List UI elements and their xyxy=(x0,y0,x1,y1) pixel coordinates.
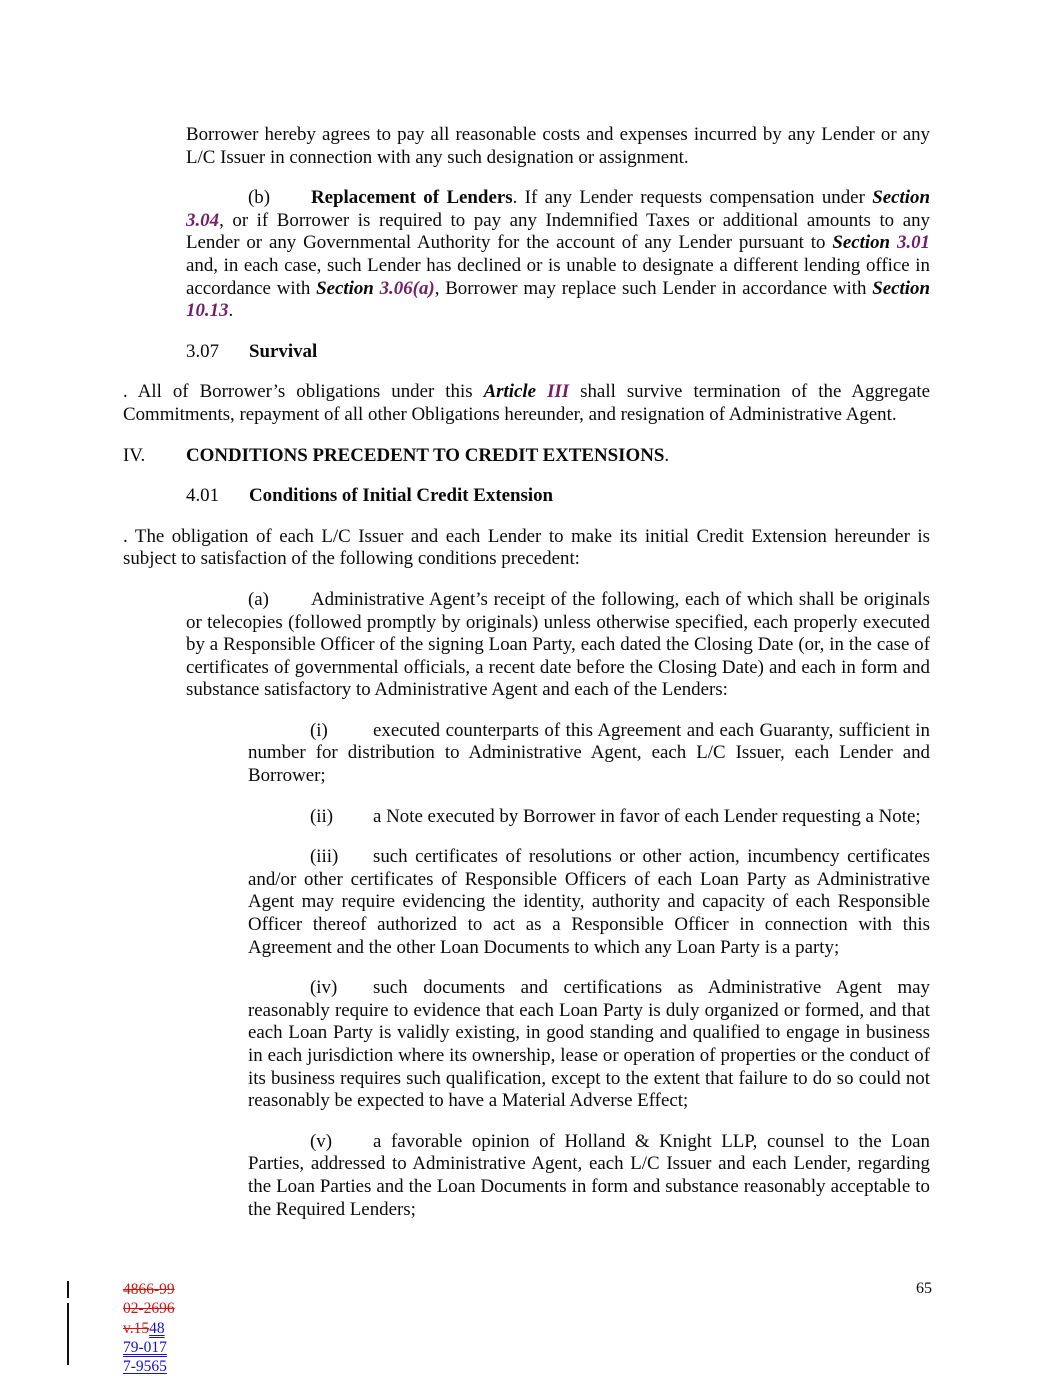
heading-period: . xyxy=(664,444,670,466)
deleted-version: v.15 xyxy=(123,1319,150,1337)
stamp-line xyxy=(123,1280,175,1299)
list-label-a: (a) xyxy=(248,588,269,610)
deleted-doc-id-2: 02-2696 xyxy=(123,1300,175,1318)
body-text: Administrative Agent’s receipt of the following, each of which shall be originals or telecopies (followed promptly by originals) unless otherwise specified, each properly executed by a Responsible Officer of the signing Loan Party, each dated the Closing Date (or, in the case of certificates of governmental officials, a recent date before the Closing Date) and each in form and substance satisfactory to Administrative Agent and each of the Lenders: xyxy=(186,588,930,701)
section-ref-word: Section xyxy=(872,187,930,209)
list-label-i: (i) xyxy=(310,719,328,741)
section-ref-word: Section xyxy=(872,277,930,299)
body-text: such certificates of resolutions or other action, incumbency certificates and/or other certificates of Responsible Officers of each Loan Party as Administrative Agent may require evidencing the identity, authority and capacity of each Responsible Officer thereof authorized to act as a Responsible Officer in connection with this Agreement and the other Loan Documents to which any Loan Party is a party; xyxy=(248,846,930,958)
article-number-iv: IV. xyxy=(123,444,146,466)
list-item-iv xyxy=(248,977,930,1113)
inserted-doc-id-3: 7-9565 xyxy=(123,1358,167,1376)
heading-3-07-survival xyxy=(186,341,930,364)
stamp-line xyxy=(123,1338,175,1357)
heading-replacement-of-lenders: Replacement of Lenders xyxy=(311,187,513,209)
paragraph-replacement-of-lenders xyxy=(186,187,930,323)
body-text: . xyxy=(228,300,234,322)
list-label-iii: (iii) xyxy=(310,846,339,868)
section-ref-3-06a: 3.06(a) xyxy=(379,277,435,299)
body-text: executed counterparts of this Agreement and each Guaranty, sufficient in number for distribution to Administrative Agent, each L/C Issuer, each Lender and Borrower; xyxy=(248,719,930,787)
body-text: and, in each case, such Lender has declined or is unable to designate a different lending office in accordance with xyxy=(186,254,930,299)
list-label-v: (v) xyxy=(310,1130,333,1152)
list-item-iii xyxy=(248,846,930,959)
list-label-b: (b) xyxy=(248,187,271,209)
paragraph-4-01-body: . The obligation of each L/C Issuer and each Lender to make its initial Credit Extension hereunder is subject to satisfaction of the following conditions precedent: xyxy=(123,525,930,570)
paragraph-survival xyxy=(123,381,930,426)
body-text: such documents and certifications as Administrative Agent may reasonably require to evidence that each Loan Party is duly organized or formed, and that each Loan Party is validly existing, in good standing and qualified to engage in business in each jurisdiction where its ownership, lease or operation of properties or the conduct of its business requires such qualification, except to the extent that failure to do so could not reasonably be expected to have a Material Adverse Effect; xyxy=(248,977,930,1112)
list-item-v xyxy=(248,1131,930,1221)
article-ref-iii: III xyxy=(547,381,570,403)
body-text: a Note executed by Borrower in favor of each Lender requesting a Note; xyxy=(373,805,921,827)
heading-4-01 xyxy=(186,485,930,508)
deleted-doc-id-1: 4866-99 xyxy=(123,1281,175,1298)
stamp-line xyxy=(123,1357,175,1376)
section-ref-3-01: 3.01 xyxy=(896,232,930,254)
paragraph-designation-costs: Borrower hereby agrees to pay all reasonable costs and expenses incurred by any Lender or any L/C Issuer in connection with any such designation or assignment. xyxy=(186,124,930,168)
section-ref-10-13: 10.13 xyxy=(186,300,229,322)
change-bar-segment-2 xyxy=(67,1303,69,1365)
heading-article-iv xyxy=(123,445,930,468)
section-title-conditions-initial-credit-extension: Conditions of Initial Credit Extension xyxy=(249,485,554,507)
stamp-line xyxy=(123,1299,175,1318)
inserted-doc-id-1: 48 xyxy=(149,1319,165,1337)
body-text: , Borrower may replace such Lender in accordance with xyxy=(434,277,873,299)
paragraph-a-admin-agent-receipt xyxy=(186,589,930,702)
change-bar-segment-1 xyxy=(67,1281,69,1298)
section-title-survival: Survival xyxy=(249,340,318,362)
article-title-conditions-precedent: CONDITIONS PRECEDENT TO CREDIT EXTENSIONS xyxy=(186,444,665,466)
inserted-doc-id-2: 79-017 xyxy=(123,1338,167,1356)
list-label-ii: (ii) xyxy=(310,805,334,827)
stamp-line xyxy=(123,1319,175,1338)
body-text: , or if Borrower is required to pay any Indemnified Taxes or additional amounts to any Lender or any Governmental Authority for the account of any Lender pursuant to xyxy=(186,209,930,254)
body-text: . All of Borrower’s obligations under this xyxy=(123,381,484,403)
article-ref-word: Article xyxy=(483,381,548,403)
section-number-3-07: 3.07 xyxy=(186,340,220,362)
document-id-stamp xyxy=(123,1280,175,1376)
section-ref-word: Section xyxy=(832,232,897,254)
body-text: a favorable opinion of Holland & Knight LLP, counsel to the Loan Parties, addressed to Administrative Agent, each L/C Issuer and each Lender, regarding the Loan Parties and the Loan Documents in form and substance reasonably acceptable to the Required Lenders; xyxy=(248,1130,930,1220)
body-text: . If any Lender requests compensation under xyxy=(512,187,873,209)
page-number: 65 xyxy=(916,1280,932,1297)
list-item-ii xyxy=(248,806,930,829)
document-body xyxy=(123,124,930,1221)
body-text: shall survive termination of the Aggregate Commitments, repayment of all other Obligations hereunder, and resignation of Administrative Agent. xyxy=(123,381,930,425)
section-number-4-01: 4.01 xyxy=(186,485,220,507)
list-label-iv: (iv) xyxy=(310,977,338,999)
section-ref-word: Section xyxy=(316,277,380,299)
list-item-i xyxy=(248,720,930,788)
section-ref-3-04: 3.04 xyxy=(186,209,220,231)
